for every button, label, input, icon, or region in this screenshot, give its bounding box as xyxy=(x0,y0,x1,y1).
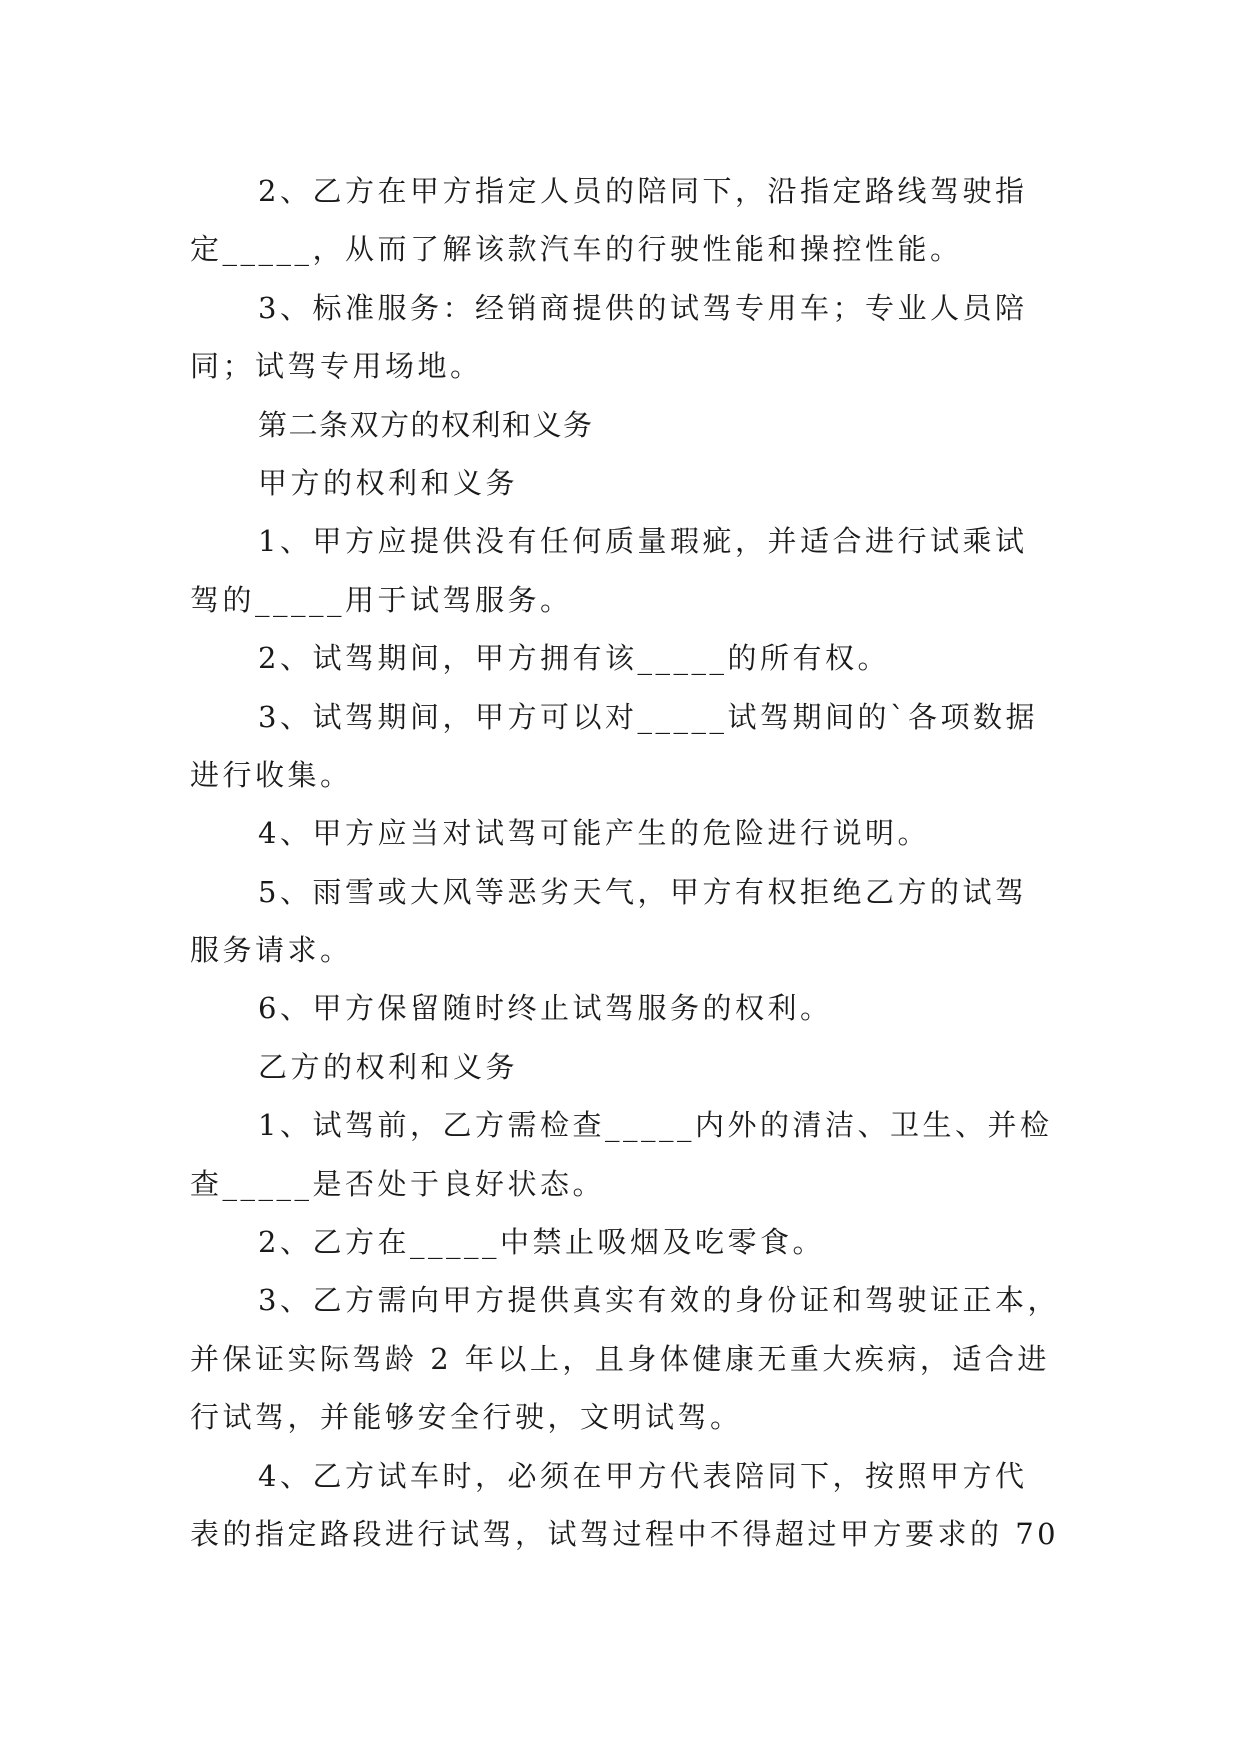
body-line: 表的指定路段进行试驾，试驾过程中不得超过甲方要求的 70 xyxy=(190,1516,1060,1551)
document-body xyxy=(190,162,1060,1563)
body-line: 驾的_____用于试驾服务。 xyxy=(190,582,573,617)
body-line: 进行收集。 xyxy=(190,757,353,792)
body-line: 1、试驾前，乙方需检查_____内外的清洁、卫生、并检 xyxy=(258,1108,1053,1143)
body-line: 2、乙方在_____中禁止吸烟及吃零食。 xyxy=(258,1225,825,1260)
body-line: 并保证实际驾龄 2 年以上，且身体健康无重大疾病，适合进 xyxy=(190,1341,1050,1376)
body-line: 4、乙方试车时，必须在甲方代表陪同下，按照甲方代 xyxy=(258,1458,1028,1493)
body-line: 2、试驾期间，甲方拥有该_____的所有权。 xyxy=(258,641,890,676)
body-line: 6、甲方保留随时终止试驾服务的权利。 xyxy=(258,991,833,1026)
body-line: 同；试驾专用场地。 xyxy=(190,349,483,384)
body-line: 5、雨雪或大风等恶劣天气，甲方有权拒绝乙方的试驾 xyxy=(258,874,1028,909)
body-line: 3、乙方需向甲方提供真实有效的身份证和驾驶证正本， xyxy=(258,1283,1060,1318)
body-line: 行试驾，并能够安全行驶，文明试驾。 xyxy=(190,1400,743,1435)
body-line: 4、甲方应当对试驾可能产生的危险进行说明。 xyxy=(258,816,930,851)
subsection-heading: 乙方的权利和义务 xyxy=(258,1049,519,1084)
subsection-heading: 甲方的权利和义务 xyxy=(258,465,519,500)
body-line: 3、试驾期间，甲方可以对_____试驾期间的`各项数据 xyxy=(258,699,1038,734)
section-heading: 第二条双方的权利和义务 xyxy=(258,407,594,442)
body-line: 服务请求。 xyxy=(190,933,353,968)
body-line: 3、标准服务：经销商提供的试驾专用车；专业人员陪 xyxy=(258,290,1028,325)
body-line: 2、乙方在甲方指定人员的陪同下，沿指定路线驾驶指 xyxy=(258,174,1028,208)
body-line: 1、甲方应提供没有任何质量瑕疵，并适合进行试乘试 xyxy=(258,524,1028,559)
body-line: 查_____是否处于良好状态。 xyxy=(190,1166,606,1201)
body-line: 定_____，从而了解该款汽车的行驶性能和操控性能。 xyxy=(190,232,963,267)
